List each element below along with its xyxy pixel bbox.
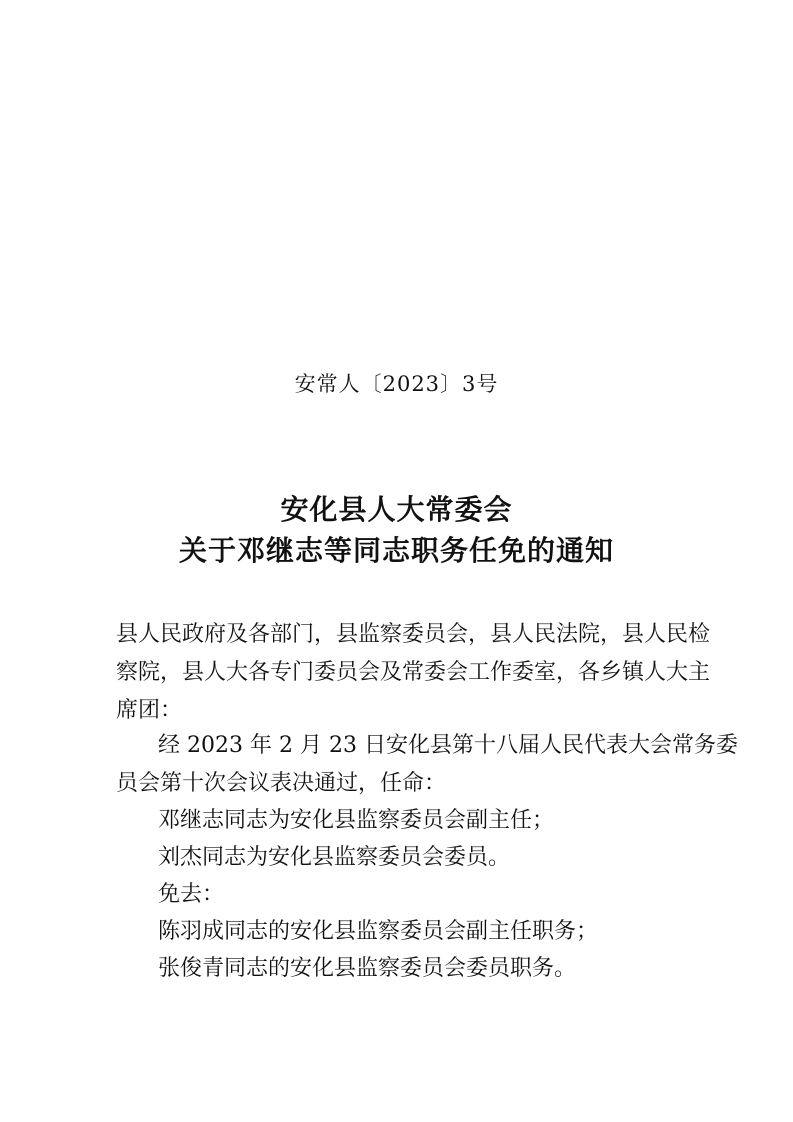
addressee-line-1: 县人民政府及各部门，县监察委员会，县人民法院，县人民检 (116, 622, 711, 647)
removal-label: 免去： (158, 882, 225, 907)
resolution-line-1: 经 2023 年 2 月 23 日安化县第十八届人民代表大会常务委 (158, 733, 738, 758)
document-number: 安常人〔2023〕3号 (294, 372, 499, 396)
resolution-line-2: 员会第十次会议表决通过，任命： (116, 771, 447, 796)
title-line-2: 关于邓继志等同志职务任免的通知 (178, 534, 614, 567)
title-line-1: 安化县人大常委会 (280, 493, 513, 526)
appointment-item-1: 邓继志同志为安化县监察委员会副主任； (158, 808, 555, 833)
appointment-item-2: 刘杰同志为安化县监察委员会委员。 (158, 845, 511, 870)
removal-item-2: 张俊青同志的安化县监察委员会委员职务。 (158, 956, 577, 981)
addressee-line-2: 察院，县人大各专门委员会及常委会工作委室，各乡镇人大主 (116, 660, 711, 685)
removal-item-1: 陈羽成同志的安化县监察委员会副主任职务； (158, 919, 599, 944)
addressee-line-3: 席团： (116, 698, 183, 723)
